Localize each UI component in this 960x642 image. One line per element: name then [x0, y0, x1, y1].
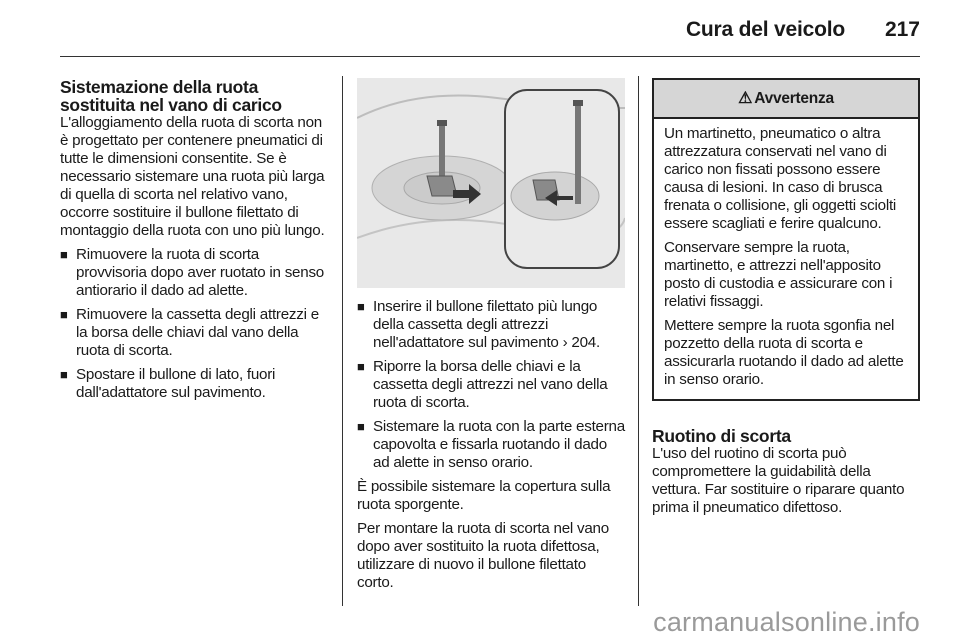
- instruction-list: [357, 298, 625, 472]
- bullet-icon: ■: [357, 359, 365, 374]
- page-reference-link[interactable]: 204.: [571, 334, 600, 351]
- column-3: [652, 78, 922, 523]
- section-title: Cura del veicolo: [685, 18, 845, 41]
- watermark: carmanualsonline.info: [653, 607, 920, 637]
- column-divider-2: [638, 76, 639, 606]
- warning-paragraph: Un martinetto, pneumatico o altra attrezzatura conservati nel vano di carico non fissati possono essere causa di lesioni. In caso di brusca frenata o collisione, gli oggetti sciolti essere scagliati e ferire qualcuno.: [664, 125, 897, 232]
- instruction-list: [60, 246, 328, 402]
- list-item: ■ Riporre la borsa delle chiavi e la cassetta degli attrezzi nel vano della ruota di scorta.: [357, 358, 608, 411]
- warning-title: Avvertenza: [754, 89, 834, 107]
- bullet-icon: ■: [60, 367, 68, 382]
- column-2: [357, 78, 625, 598]
- warning-box: [652, 78, 920, 401]
- warning-triangle-icon: ⚠: [738, 89, 753, 107]
- header-divider: [60, 56, 920, 57]
- list-item: ■ Inserire il bullone filettato più lungo della cassetta degli attrezzi nell'adattatore sul pavimento › 204.: [357, 298, 600, 351]
- warning-body: [654, 119, 918, 399]
- list-item: ■ Spostare il bullone di lato, fuori dall'adattatore sul pavimento.: [60, 366, 276, 401]
- section-heading: Sistemazione della ruota sostituita nel vano di carico: [60, 77, 282, 115]
- column-1: [60, 78, 328, 408]
- warning-paragraph: Conservare sempre la ruota, martinetto, e attrezzi nell'apposito posto di custodia e assicurare con i relativi fissaggi.: [664, 239, 893, 310]
- bullet-icon: ■: [60, 247, 68, 262]
- warning-paragraph: Mettere sempre la ruota sgonfia nel pozzetto della ruota di scorta e assicurarla ruotando il dado ad alette in senso orario.: [664, 317, 904, 388]
- bullet-icon: ■: [357, 419, 365, 434]
- column-divider-1: [342, 76, 343, 606]
- page-number: 217: [884, 18, 920, 41]
- section-heading: Ruotino di scorta: [652, 426, 791, 446]
- bullet-icon: ■: [357, 299, 365, 314]
- spare-wheel-illustration: [357, 78, 625, 288]
- list-item: ■ Rimuovere la ruota di scorta provvisoria dopo aver ruotato in senso antiorario il dado ad alette.: [60, 246, 324, 299]
- intro-paragraph: L'alloggiamento della ruota di scorta non è progettato per contenere pneumatici di tutte le dimensioni consentite. Se è necessario sistemare una ruota più larga di quella di scorta nel relativo vano, occorre sostituire il bullone filettato di montaggio della ruota con uno più lungo.: [60, 114, 325, 239]
- list-item: ■ Rimuovere la cassetta degli attrezzi e la borsa delle chiavi dal vano della ruota di scorta.: [60, 306, 319, 359]
- bullet-icon: ■: [60, 307, 68, 322]
- paragraph: L'uso del ruotino di scorta può compromettere la guidabilità della vettura. Far sostituire o riparare quanto prima il pneumatico difettoso.: [652, 445, 905, 516]
- warning-header: [654, 80, 918, 119]
- list-item: ■ Sistemare la ruota con la parte esterna capovolta e fissarla ruotando il dado ad alette in senso orario.: [357, 418, 625, 471]
- page-ref-arrow-icon: ›: [562, 334, 568, 351]
- paragraph: È possibile sistemare la copertura sulla ruota sporgente.: [357, 478, 611, 513]
- paragraph: Per montare la ruota di scorta nel vano dopo aver sostituito la ruota difettosa, utilizzare di nuovo il bullone filettato corto.: [357, 520, 609, 591]
- wheel-well-drawing: [357, 78, 625, 288]
